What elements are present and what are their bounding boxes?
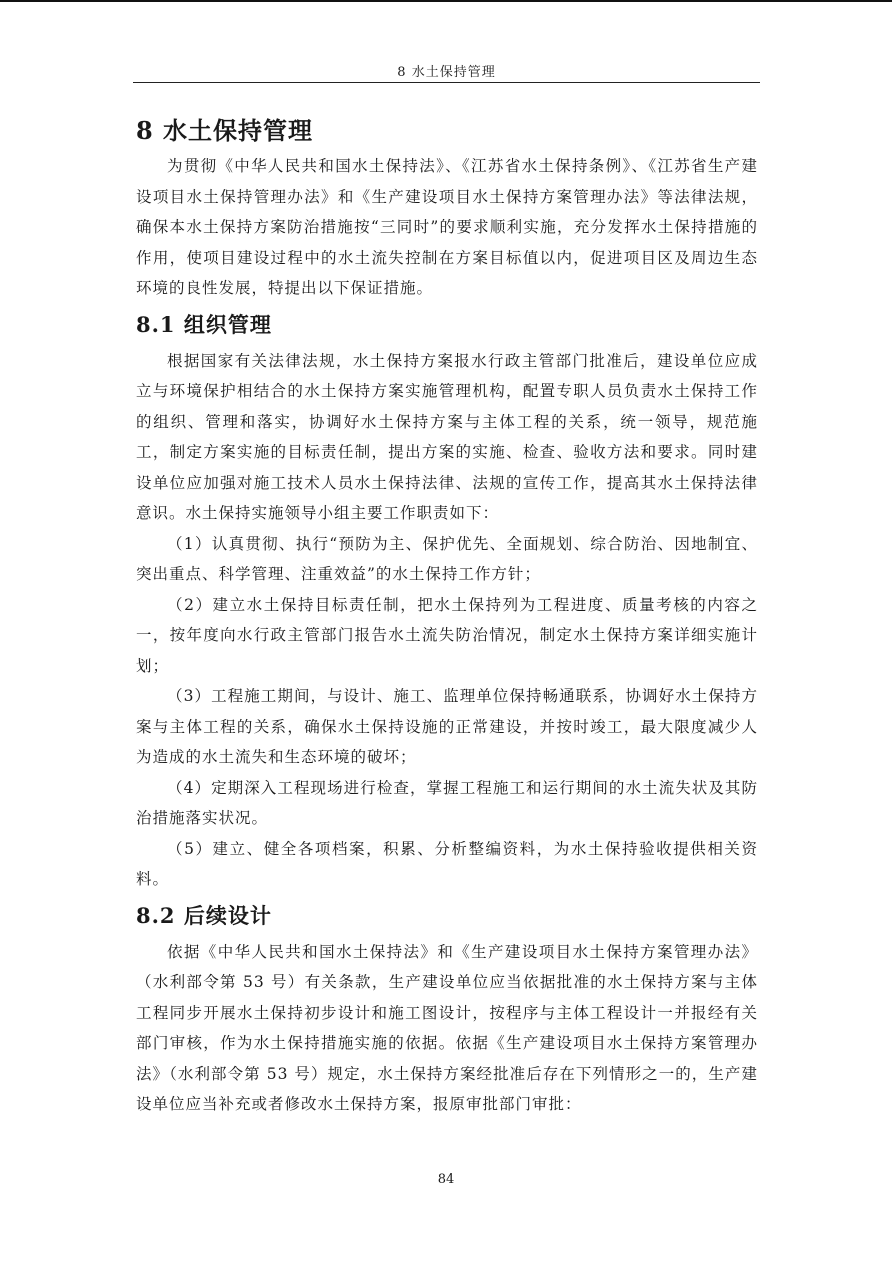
- chapter-intro-paragraph: 为贯彻《中华人民共和国水土保持法》、《江苏省水土保持条例》、《江苏省生产建设项目水土保持管理办法》和《生产建设项目水土保持方案管理办法》等法律法规，确保本水土保持方案防治措施按“三同时”的要求顺利实施，充分发挥水土保持措施的作用，使项目建设过程中的水土流失控制在方案目标值以内，促进项目区及周边生态环境的良性发展，特提出以下保证措施。: [136, 157, 758, 297]
- document-body: [136, 114, 758, 1120]
- header-rule: [133, 82, 760, 83]
- running-header: 8 水土保持管理: [397, 65, 496, 80]
- list-item-4: （4）定期深入工程现场进行检查，掌握工程施工和运行期间的水土流失状及其防治措施落实状况。: [136, 778, 758, 827]
- list-item-3: （3）工程施工期间，与设计、施工、监理单位保持畅通联系，协调好水土保持方案与主体工程的关系，确保水土保持设施的正常建设，并按时竣工，最大限度减少人为造成的水土流失和生态环境的破坏；: [136, 687, 758, 766]
- section-8-1-title: 8.1 组织管理: [136, 311, 272, 337]
- section-8-2-title: 8.2 后续设计: [136, 902, 272, 928]
- section-8-2-paragraph: 依据《中华人民共和国水土保持法》和《生产建设项目水土保持方案管理办法》（水利部令第 53 号）有关条款，生产建设单位应当依据批准的水土保持方案与主体工程同步开展水土保持初步设计和施工图设计，按程序与主体工程设计一并报经有关部门审核，作为水土保持措施实施的依据。依据《生产建设项目水土保持方案管理办法》（水利部令第 53 号）规定，水土保持方案经批准后存在下列情形之一的，生产建设单位应当补充或者修改水土保持方案，报原审批部门审批：: [136, 942, 758, 1113]
- page-top-border: [0, 0, 892, 2]
- list-item-2: （2）建立水土保持目标责任制，把水土保持列为工程进度、质量考核的内容之一，按年度向水行政主管部门报告水土流失防治情况，制定水土保持方案详细实施计划；: [136, 595, 758, 675]
- section-8-1-paragraph: 根据国家有关法律法规，水土保持方案报水行政主管部门批准后，建设单位应成立与环境保护相结合的水土保持方案实施管理机构，配置专职人员负责水土保持工作的组织、管理和落实，协调好水土保持方案与主体工程的关系，统一领导，规范施工，制定方案实施的目标责任制，提出方案的实施、检查、验收方法和要求。同时建设单位应加强对施工技术人员水土保持法律、法规的宣传工作，提高其水土保持法律意识。水土保持实施领导小组主要工作职责如下：: [136, 351, 758, 522]
- chapter-title: 8 水土保持管理: [136, 116, 314, 145]
- page-number: 84: [437, 1172, 455, 1187]
- list-item-1: （1）认真贯彻、执行“预防为主、保护优先、全面规划、综合防治、因地制宜、突出重点、科学管理、注重效益”的水土保持工作方针；: [136, 534, 758, 583]
- list-item-5: （5）建立、健全各项档案，积累、分析整编资料，为水土保持验收提供相关资料。: [136, 839, 758, 888]
